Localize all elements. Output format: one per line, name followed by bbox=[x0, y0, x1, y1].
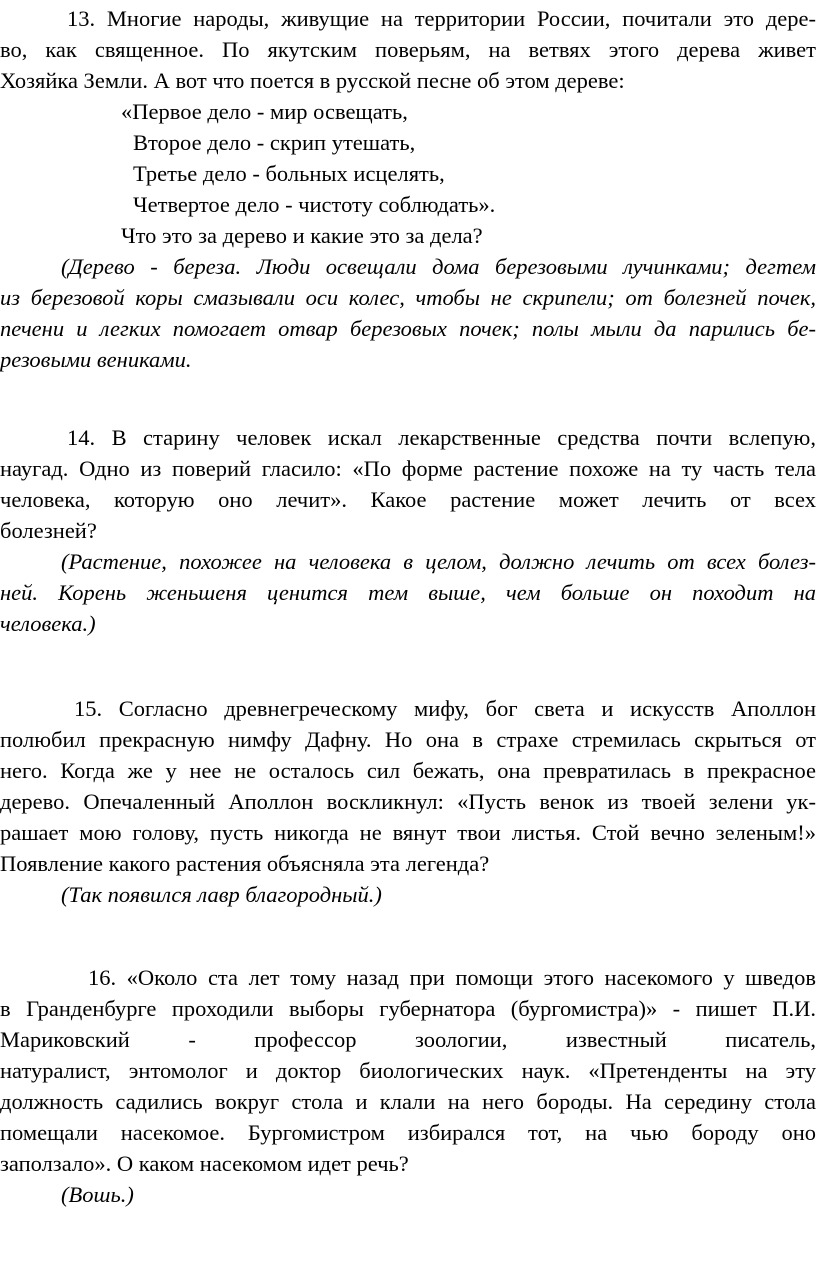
q13-song-line-3: Третье дело - больных исцелять, bbox=[133, 161, 445, 186]
q16-line-6: помещали насекомое. Бургомистром избирался тот, на чью бороду оно bbox=[0, 1120, 816, 1145]
q14-answer-line-2: ней. Корень женьшеня ценится тем выше, чем больше он походит на bbox=[0, 580, 816, 605]
q16-line-7: заползало». О каком насекомом идет речь? bbox=[0, 1151, 409, 1176]
q13-answer-line-3: печени и легких помогает отвар березовых почек; полы мыли да парились бе- bbox=[0, 316, 816, 341]
q14-line-2: наугад. Одно из поверий гласило: «По форме растение похоже на ту часть тела bbox=[0, 456, 816, 481]
q13-line-3: Хозяйка Земли. А вот что поется в русской песне об этом дереве: bbox=[0, 68, 625, 93]
q13-question: Что это за дерево и какие это за дела? bbox=[121, 223, 483, 248]
q16-line-5: должность садились вокруг стола и клали на него бороды. На середину стола bbox=[0, 1089, 816, 1114]
q13-song-line-1: «Первое дело - мир освещать, bbox=[121, 99, 408, 124]
q14-answer-line-3: человека.) bbox=[0, 611, 96, 636]
q14-answer-line-1: (Растение, похожее на человека в целом, должно лечить от всех болез- bbox=[61, 549, 816, 574]
q16-line-3: Мариковский - профессор зоологии, известный писатель, bbox=[0, 1027, 816, 1052]
q16-answer: (Вошь.) bbox=[61, 1182, 134, 1207]
q14-line-1: 14. В старину человек искал лекарственные средства почти вслепую, bbox=[67, 425, 816, 450]
q13-song-line-2: Второе дело - скрип утешать, bbox=[133, 130, 416, 155]
q16-line-2: в Гранденбурге проходили выборы губернатора (бургомистра)» - пишет П.И. bbox=[0, 996, 816, 1021]
q13-answer-line-1: (Дерево - береза. Люди освещали дома березовыми лучинками; дегтем bbox=[61, 254, 816, 279]
q15-line-2: полюбил прекрасную нимфу Дафну. Но она в страхе стремилась скрыться от bbox=[0, 727, 816, 752]
q16-line-1: 16. «Около ста лет тому назад при помощи этого насекомого у шведов bbox=[88, 965, 816, 990]
q14-line-4: болезней? bbox=[0, 518, 97, 543]
q16-line-4: натуралист, энтомолог и доктор биологических наук. «Претенденты на эту bbox=[0, 1058, 816, 1083]
q13-answer-line-4: резовыми вениками. bbox=[0, 347, 192, 372]
q14-line-3: человека, которую оно лечит». Какое растение может лечить от всех bbox=[0, 487, 816, 512]
q15-answer: (Так появился лавр благородный.) bbox=[61, 882, 382, 907]
q13-line-2: во, как священное. По якутским поверьям, на ветвях этого дерева живет bbox=[0, 37, 816, 62]
q13-song-line-4: Четвертое дело - чистоту соблюдать». bbox=[133, 192, 496, 217]
q13-answer-line-2: из березовой коры смазывали оси колес, чтобы не скрипели; от болезней почек, bbox=[0, 285, 816, 310]
q15-line-1: 15. Согласно древнегреческому мифу, бог света и искусств Аполлон bbox=[74, 696, 816, 721]
q13-line-1: 13. Многие народы, живущие на территории России, почитали это дере- bbox=[67, 6, 816, 31]
q15-line-4: дерево. Опечаленный Аполлон воскликнул: «Пусть венок из твоей зелени ук- bbox=[0, 789, 816, 814]
q15-line-5: рашает мою голову, пусть никогда не вянут твои листья. Стой вечно зеленым!» bbox=[0, 820, 816, 845]
q15-line-3: него. Когда же у нее не осталось сил бежать, она превратилась в прекрасное bbox=[0, 758, 816, 783]
q15-line-6: Появление какого растения объясняла эта легенда? bbox=[0, 851, 490, 876]
